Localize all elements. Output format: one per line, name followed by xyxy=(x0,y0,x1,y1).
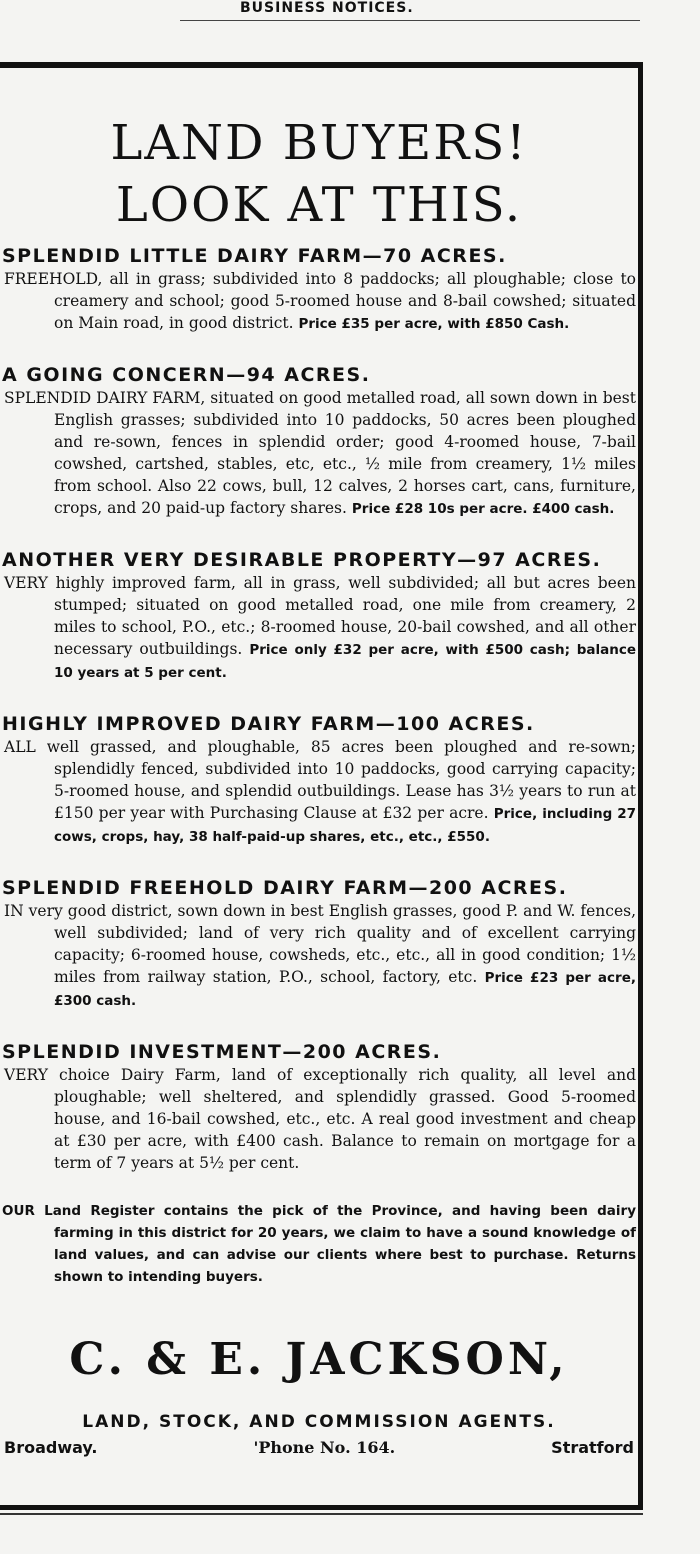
listing xyxy=(0,548,638,684)
listing-body xyxy=(0,268,638,335)
bottom-rule-thin xyxy=(0,1513,643,1515)
listing-title: SPLENDID INVESTMENT—200 ACRES. xyxy=(2,1041,442,1063)
listing-price: Price £35 per acre, with £850 Cash. xyxy=(298,316,570,332)
header-rule xyxy=(180,20,640,21)
listing-title: SPLENDID LITTLE DAIRY FARM—70 ACRES. xyxy=(2,245,507,267)
listing-text: IN very good district, sown down in best English grasses, good P. and W. fences, well subdivided; land of very rich quality and of excellent carrying capacity; 6-roomed house, cowsheds, etc., etc., all in good condition; 1½ miles from railway station, P.O., school, factory, etc. xyxy=(4,902,636,986)
listing-body xyxy=(0,736,638,848)
listing-price: Price £23 per acre, £300 cash. xyxy=(54,970,636,1009)
listing-price: Price only £32 per acre, with £500 cash; balance 10 years at 5 per cent. xyxy=(54,642,637,681)
listing-text: VERY highly improved farm, all in grass, well subdivided; all but acres been stumped; situated on good metalled road, one mile from creamery, 2 miles to school, P.O., etc.; 8-roomed house, 20-bail cowshed, and all other necessary outbuildings. xyxy=(4,574,636,658)
listing-body xyxy=(0,572,638,684)
listing-price: Price, including 27 cows, crops, hay, 38 half-paid-up shares, etc., etc., £550. xyxy=(54,806,637,845)
listing xyxy=(0,363,638,520)
listing-title: HIGHLY IMPROVED DAIRY FARM—100 ACRES. xyxy=(2,713,535,735)
firm-tagline: LAND, STOCK, AND COMMISSION AGENTS. xyxy=(82,1412,556,1432)
listing-body xyxy=(0,900,638,1012)
land-register-note: OUR Land Register contains the pick of the Province, and having been dairy farming in this district for 20 years, we claim to have a sound knowledge of land values, and can advise our clients where best to purchase. Returns shown to intending buyers. xyxy=(2,1203,636,1285)
firm-town: Stratford xyxy=(551,1438,634,1457)
listing xyxy=(0,244,638,335)
listing-body xyxy=(0,387,638,520)
listing-text: SPLENDID DAIRY FARM, situated on good metalled road, all sown down in best English grasses; subdivided into 10 paddocks, 50 acres been ploughed and re-sown, fences in splendid order; good 4-roomed house, 7-bail cowshed, cartshed, stables, etc, etc., ½ mile from creamery, 1½ miles from school. Also 22 cows, bull, 12 calves, 2 horses cart, cans, furniture, crops, and 20 paid-up factory shares. xyxy=(4,389,636,517)
section-label: BUSINESS NOTICES. xyxy=(240,0,414,16)
headline-line-2: LOOK AT THIS. xyxy=(115,177,523,233)
headline-line-1: LAND BUYERS! xyxy=(110,115,528,171)
listing-text: ALL well grassed, and ploughable, 85 acres been ploughed and re-sown; splendidly fenced, subdivided into 10 paddocks, good carrying capacity; 5-roomed house, and splendid outbuildings. Lease has 3½ years to run at £150 per year with Purchasing Clause at £32 per acre. xyxy=(4,738,636,822)
bottom-rule xyxy=(0,1505,643,1510)
listing-title: A GOING CONCERN—94 ACRES. xyxy=(2,364,371,386)
right-rule xyxy=(638,62,643,1507)
firm-name: C. & E. JACKSON, xyxy=(69,1334,569,1385)
advertisement xyxy=(0,70,638,1500)
listing-title: ANOTHER VERY DESIRABLE PROPERTY—97 ACRES. xyxy=(2,549,602,571)
firm-phone: 'Phone No. 164. xyxy=(253,1438,396,1457)
firm-street: Broadway. xyxy=(4,1438,98,1457)
listing-body xyxy=(0,1064,638,1174)
listing-title: SPLENDID FREEHOLD DAIRY FARM—200 ACRES. xyxy=(2,877,568,899)
listing-price: Price £28 10s per acre. £400 cash. xyxy=(351,501,615,517)
top-rule xyxy=(0,62,640,68)
listing xyxy=(0,876,638,1012)
contact-line xyxy=(0,1438,638,1457)
listing-text: VERY choice Dairy Farm, land of exceptionally rich quality, all level and ploughable; well sheltered, and splendidly grassed. Good 5-roomed house, and 16-bail cowshed, etc., etc. A real good investment and cheap at £30 per acre, with £400 cash. Balance to remain on mortgage for a term of 7 years at 5½ per cent. xyxy=(4,1066,636,1172)
listing xyxy=(0,1040,638,1174)
listing xyxy=(0,712,638,848)
listing-text: FREEHOLD, all in grass; subdivided into 8 paddocks; all ploughable; close to creamery and school; good 5-roomed house and 8-bail cowshed; situated on Main road, in good district. xyxy=(4,270,636,332)
